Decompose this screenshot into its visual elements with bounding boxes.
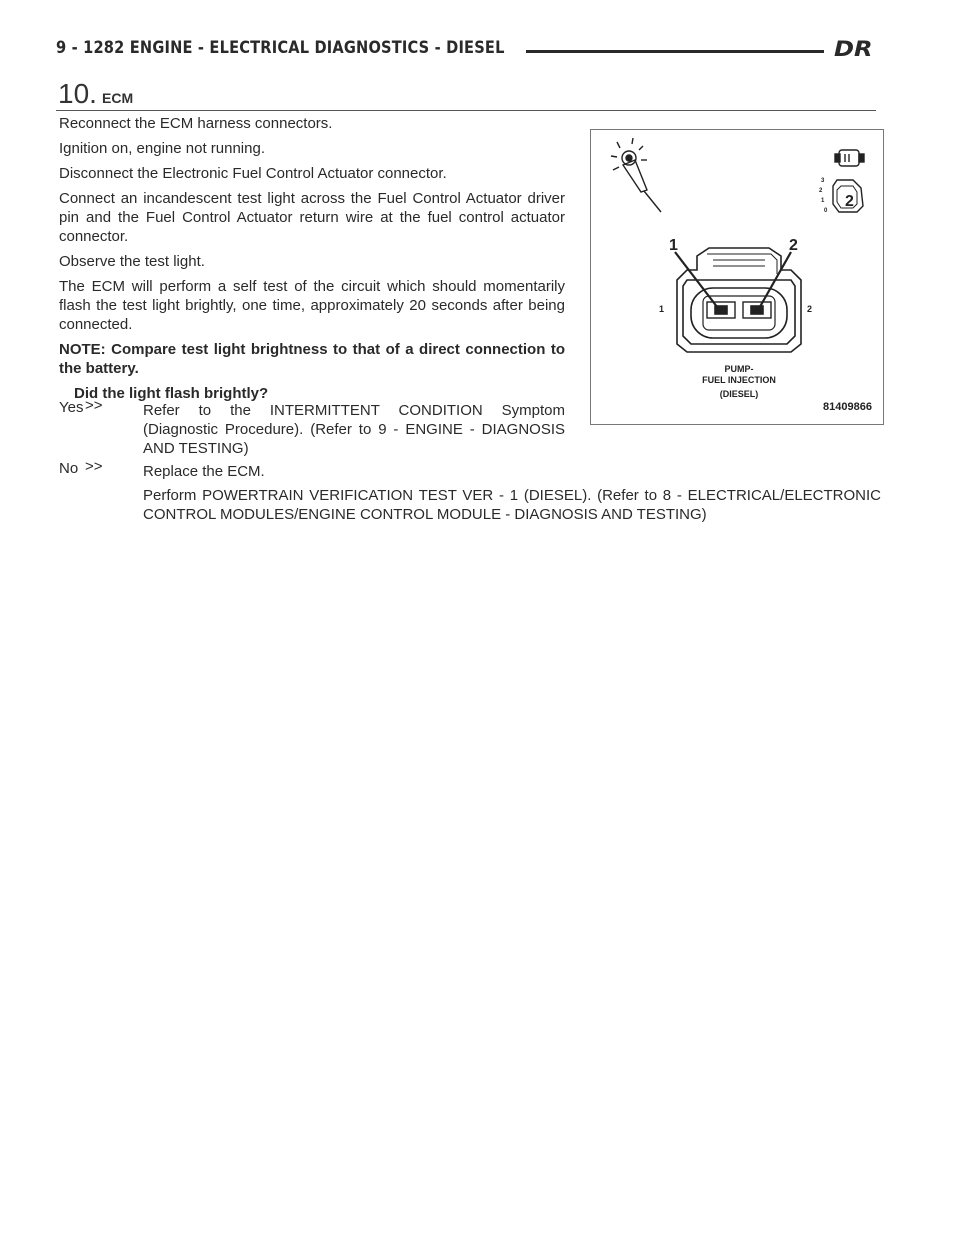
caption-line-3: (DIESEL) [719,389,759,399]
test-probe-icon [611,138,661,212]
view-pin-1: 1 [821,198,825,204]
fuel-injection-pump-connector [677,248,801,352]
header-rule [526,50,824,53]
step-number: 10. [58,78,97,109]
paragraph: The ECM will perform a self test of the circuit which should momentarily flash the test light brightly, one time, approximately 20 seconds after being connected. [59,278,565,333]
pin-label-2: 2 [789,237,798,254]
connector-figure [590,129,884,425]
paragraph: Ignition on, engine not running. [59,140,265,157]
pin1-leader [675,252,721,312]
connector-diagram [591,130,883,424]
answer-line: Refer to the INTERMITTENT CONDITION Symptom (Diagnostic Procedure). (Refer to 9 - ENGINE - DIAGNOSIS AND TESTING) [143,402,565,457]
paragraph: Reconnect the ECM harness connectors. [59,115,333,132]
page-header [56,38,876,66]
step-title: ECM [102,90,134,106]
view-pin-3: 3 [821,178,825,184]
view-pin-2: 2 [819,188,823,194]
pin-label-1: 1 [669,237,678,254]
note: NOTE: Compare test light brightness to that of a direct connection to the battery. [59,341,565,377]
paragraph: Connect an incandescent test light across the Fuel Control Actuator driver pin and the Fuel Control Actuator return wire at the fuel control actuator connector. [59,190,565,245]
paragraph: Disconnect the Electronic Fuel Control Actuator connector. [59,165,447,182]
answer-no-text [143,462,881,529]
side-label-1: 1 [659,304,665,314]
answer-yes-arrow: >> [85,397,103,414]
answer-no-label: No [59,460,79,477]
answer-yes-text [143,401,565,463]
answer-line: Perform POWERTRAIN VERIFICATION TEST VER - 1 (DIESEL). (Refer to 8 - ELECTRICAL/ELECTRONIC CONTROL MODULES/ENGINE CONTROL MODULE - DIAGNOSIS AND TESTING) [143,487,881,523]
connector-plug-icon [835,150,864,166]
caption-line-1: PUMP- [724,364,754,374]
procedure-text [59,114,565,409]
side-label-2: 2 [807,304,813,314]
view-number: 2 [845,193,854,210]
view-pin-0: 0 [824,208,828,214]
header-title: 9 - 1282 ENGINE - ELECTRICAL DIAGNOSTICS - DIESEL [56,38,505,58]
answer-yes-label: Yes [59,399,84,416]
caption-line-2: FUEL INJECTION [702,375,776,385]
header-model-mark: DR [834,37,873,61]
step-heading [56,78,876,111]
paragraph: Observe the test light. [59,253,205,270]
connector-view-icon [819,178,863,214]
answer-no-arrow: >> [85,458,103,475]
figure-id: 81409866 [823,401,872,413]
question: Did the light flash brightly? [74,385,269,402]
answer-line: Replace the ECM. [143,463,265,480]
